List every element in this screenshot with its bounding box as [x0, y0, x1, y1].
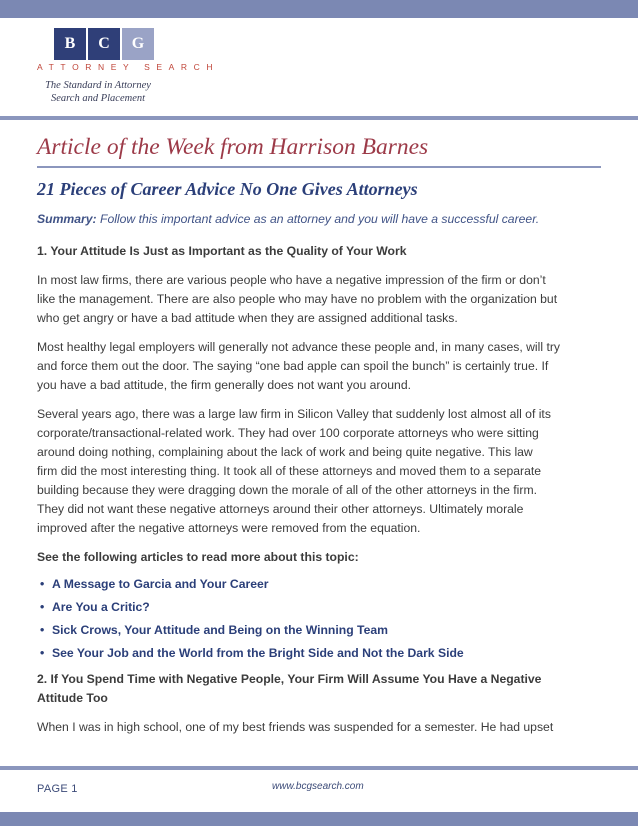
article-body: [37, 242, 605, 737]
paragraph-3-line: corporate/transactional-related work. They had over 100 corporate attorneys who were sitting: [37, 426, 539, 440]
logo-letter-g: G: [122, 28, 154, 60]
paragraph-1-line: like the management. There are also people who may have no problem with the organization but: [37, 292, 558, 306]
bullet-icon: •: [40, 623, 45, 637]
paragraph-2-line: you have a bad attitude, the firm generally does not want you around.: [37, 378, 411, 392]
firm-name: ATTORNEY SEARCH: [37, 62, 220, 72]
summary-text: Follow this important advice as an attorney and you will have a successful career.: [96, 212, 540, 226]
paragraph-3-line: Several years ago, there was a large law firm in Silicon Valley that suddenly lost almost all of its: [37, 407, 551, 421]
summary-label: Summary:: [37, 212, 97, 226]
paragraph-1-line: who get angry or have a bad attitude when they are assigned additional tasks.: [37, 311, 458, 325]
paragraph-1-line: In most law firms, there are various people who have a negative impression of the firm or don’t: [37, 273, 546, 287]
bullet-icon: •: [40, 600, 45, 614]
related-article-link[interactable]: • A Message to Garcia and Your Career: [37, 573, 605, 596]
bottom-band: [0, 812, 638, 826]
kicker-divider: [37, 166, 601, 168]
paragraph-4: When I was in high school, one of my best friends was suspended for a semester. He had upset: [37, 720, 554, 734]
see-also-heading: See the following articles to read more about this topic:: [37, 550, 359, 564]
paragraph-2-line: and force them out the door. The saying “one bad apple can spoil the bunch” is certainly true. If: [37, 359, 549, 373]
top-band: [0, 0, 638, 18]
related-article-link[interactable]: • See Your Job and the World from the Bright Side and Not the Dark Side: [37, 642, 605, 665]
article-kicker: Article of the Week from Harrison Barnes: [37, 134, 429, 160]
related-article-link[interactable]: • Sick Crows, Your Attitude and Being on the Winning Team: [37, 619, 605, 642]
paragraph-1: [37, 271, 605, 328]
related-article-link[interactable]: • Are You a Critic?: [37, 596, 605, 619]
paragraph-3-line: around doing nothing, complaining about the lack of work and being quite negative. This law: [37, 445, 533, 459]
section-2-heading: 2. If You Spend Time with Negative People, Your Firm Will Assume You Have a Negative Attitude Too: [37, 672, 542, 705]
paragraph-2-line: Most healthy legal employers will generally not advance these people and, in many cases, will try: [37, 340, 560, 354]
paragraph-3-line: building because they were dragging down the morale of all of the other attorneys in the firm.: [37, 483, 537, 497]
bullet-icon: •: [40, 646, 45, 660]
paragraph-3-line: They did not want these negative attorneys around their other attorneys. Ultimately morale: [37, 502, 524, 516]
page-number: PAGE 1: [37, 783, 78, 795]
tagline: [38, 79, 158, 105]
header-divider: [0, 116, 638, 120]
logo-letter-b: B: [54, 28, 86, 60]
paragraph-3: [37, 405, 605, 538]
related-articles-list: [37, 573, 605, 665]
bullet-icon: •: [40, 577, 45, 591]
footer-divider: [0, 766, 638, 770]
paragraph-2: [37, 338, 605, 395]
logo-letter-c: C: [88, 28, 120, 60]
summary: [37, 212, 539, 226]
tagline-line-2: Search and Placement: [50, 93, 146, 104]
paragraph-3-line: firm did the most interesting thing. It took all of these attorneys and moved them to a separate: [37, 464, 542, 478]
bcg-logo: [54, 28, 154, 60]
paragraph-3-line: improved after the negative attorneys were removed from the equation.: [37, 521, 421, 535]
article-title: 21 Pieces of Career Advice No One Gives Attorneys: [37, 179, 418, 199]
website-link[interactable]: www.bcgsearch.com: [272, 781, 364, 792]
tagline-line-1: The Standard in Attorney: [45, 80, 151, 91]
section-1-heading: 1. Your Attitude Is Just as Important as the Quality of Your Work: [37, 244, 407, 258]
